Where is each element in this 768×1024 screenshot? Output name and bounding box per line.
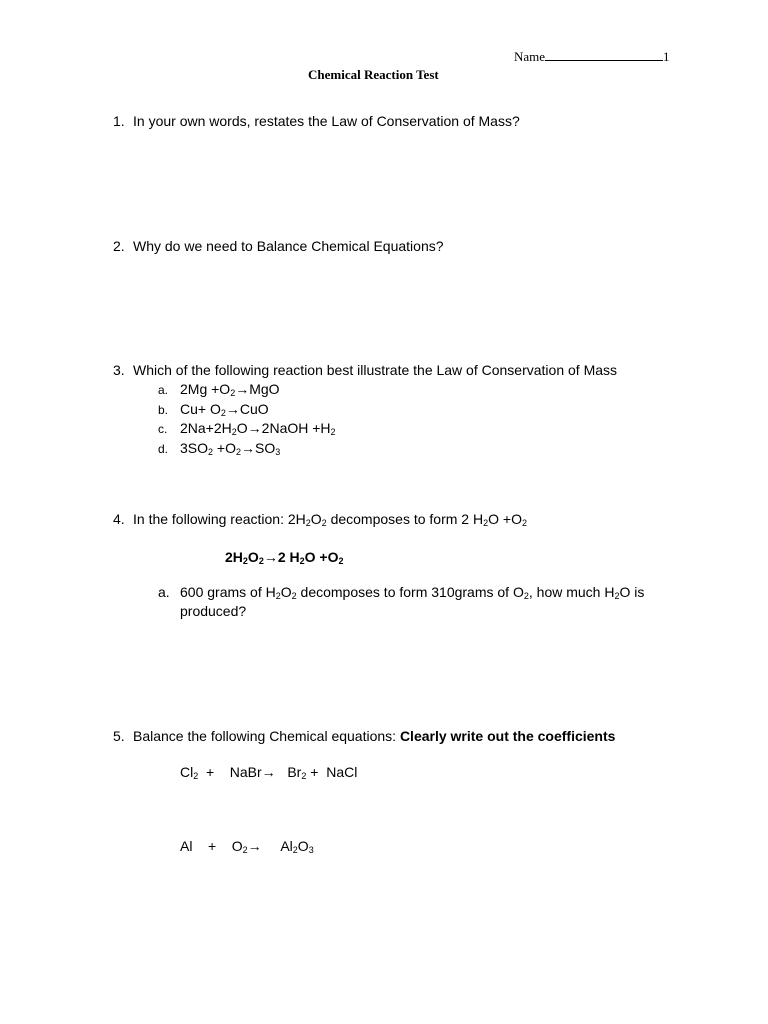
sub-question-letter: a. [158, 584, 170, 600]
option-d-text: $3SO_2 +O_2\to SO_3$ [180, 440, 281, 457]
option-a[interactable] [158, 381, 280, 398]
name-label: Name [514, 49, 546, 64]
option-letter: c. [158, 422, 168, 436]
option-b[interactable] [158, 401, 269, 418]
question-emphasis: Clearly write out the coefficients [399, 728, 616, 744]
question-4a [158, 584, 644, 601]
option-letter: d. [158, 442, 169, 456]
sub-question-line-2: produced? [180, 603, 247, 619]
name-field[interactable] [514, 48, 670, 65]
reaction-equation: $2H_2O_2\to 2$ $H_2O +O_2$ [225, 549, 344, 566]
question-number: 3. [113, 362, 125, 378]
option-c[interactable] [158, 420, 336, 437]
option-d[interactable] [158, 440, 280, 457]
question-4 [113, 511, 527, 528]
option-letter: a. [158, 383, 169, 397]
sub-question-line-1: 600 grams of $H_2O_2$ decomposes to form 310grams of $O_2$, how much $H_2O$ is [180, 584, 645, 601]
question-text: Which of the following reaction best illustrate the Law of Conservation of Mass [133, 362, 618, 378]
option-c-text: $2Na+2H_2O\to 2NaOH +H_2$ [180, 420, 336, 437]
question-5 [113, 728, 615, 745]
option-b-text: $Cu+ O_2\to CuO$ [180, 401, 269, 418]
option-a-text: $2Mg +O_2\to MgO$ [180, 381, 280, 398]
equation-2: Al + $O_2\to$ $Al_2O_3$ [180, 838, 314, 855]
question-number: 5. [113, 728, 125, 744]
option-letter: b. [158, 403, 169, 417]
question-number: 1. [113, 113, 125, 129]
question-3 [113, 362, 617, 379]
name-blank[interactable] [545, 48, 663, 61]
equation-1: $Cl_2$ + NaBr→ $Br_2$ + NaCl [180, 764, 358, 781]
question-text: In the following reaction: $2H_2O_2$ decomposes to form 2 $H_2O +O_2$ [133, 511, 527, 528]
question-1 [113, 113, 520, 130]
question-text: In your own words, restates the Law of Conservation of Mass? [133, 113, 520, 129]
test-title: Chemical Reaction Test [308, 67, 439, 82]
question-2 [113, 238, 444, 255]
question-number: 4. [113, 511, 125, 527]
question-number: 2. [113, 238, 125, 254]
question-text: Balance the following Chemical equations: [133, 728, 397, 744]
page-number: 1 [663, 49, 670, 64]
question-text: Why do we need to Balance Chemical Equations? [133, 238, 444, 254]
